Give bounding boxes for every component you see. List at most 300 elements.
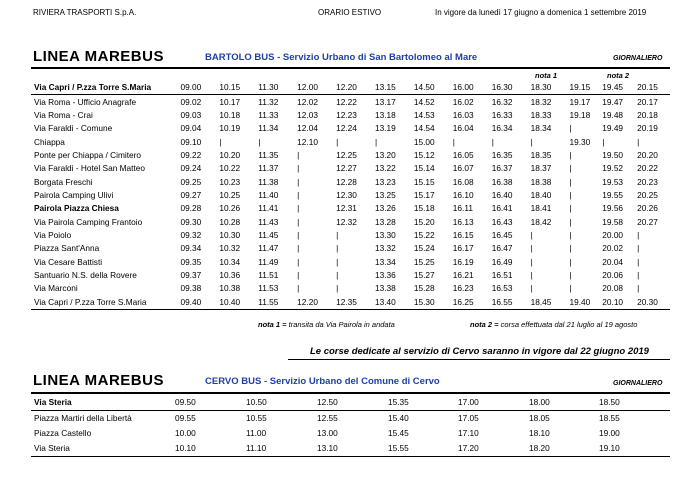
departure-time: 14.52 xyxy=(413,96,435,107)
departure-time: | xyxy=(297,149,300,160)
table-row xyxy=(31,122,670,135)
departure-time: 12.23 xyxy=(336,109,357,120)
departure-time: | xyxy=(530,283,533,294)
departure-time: 15.25 xyxy=(413,256,435,267)
stop-name: Via Pairola Camping Frantoio xyxy=(34,216,143,227)
departure-time: | xyxy=(297,203,300,214)
departure-time: 19.47 xyxy=(602,96,624,107)
departure-time: | xyxy=(637,256,640,267)
departure-time: | xyxy=(637,283,640,294)
stop-name: Via Cesare Battisti xyxy=(34,256,103,267)
departure-time: 13.15 xyxy=(373,81,412,95)
stop-name: Via Roma - Ufficio Anagrafe xyxy=(34,96,137,107)
departure-time: 11.00 xyxy=(246,428,267,438)
departure-time: 16.02 xyxy=(452,96,474,107)
departure-time: 20.20 xyxy=(637,149,658,160)
departure-time: 18.33 xyxy=(530,109,552,120)
departure-time: 20.10 xyxy=(600,296,635,310)
departure-time: 10.00 xyxy=(175,428,196,438)
departure-time: | xyxy=(569,256,572,267)
departure-time: 20.02 xyxy=(602,243,624,254)
departure-time: | xyxy=(569,149,572,160)
departure-time: 16.40 xyxy=(491,189,513,200)
note2-line xyxy=(470,320,637,329)
departure-time: 10.28 xyxy=(219,216,241,227)
departure-time: 12.55 xyxy=(317,413,338,423)
departure-time: 18.30 xyxy=(529,81,568,95)
departure-time: 09.55 xyxy=(175,413,196,423)
departure-time: | xyxy=(569,163,572,174)
departure-time: | xyxy=(530,229,533,240)
note2-text: corsa effettuata dal 21 luglio al 19 agosto xyxy=(500,320,638,329)
departure-time: 18.55 xyxy=(599,413,620,423)
departure-time: 09.10 xyxy=(180,136,202,147)
departure-time: 20.00 xyxy=(602,229,624,240)
departure-time: 16.38 xyxy=(491,176,513,187)
departure-time: 19.30 xyxy=(569,136,591,147)
departure-time: 10.25 xyxy=(219,189,241,200)
departure-time: 16.04 xyxy=(452,123,474,134)
departure-time: 18.41 xyxy=(530,203,552,214)
departure-time: 15.30 xyxy=(412,296,451,310)
table-row xyxy=(31,109,670,122)
departure-time: | xyxy=(297,189,300,200)
departure-time: 18.34 xyxy=(530,123,552,134)
departure-time: 15.28 xyxy=(413,283,435,294)
departure-time: 10.19 xyxy=(219,123,241,134)
departure-time: 16.51 xyxy=(491,269,513,280)
table-row xyxy=(31,189,670,202)
departure-time: 09.27 xyxy=(180,189,202,200)
departure-time: 20.26 xyxy=(637,203,658,214)
departure-time: 16.17 xyxy=(452,243,474,254)
departure-time: 15.20 xyxy=(413,216,435,227)
departure-time: 12.32 xyxy=(336,216,357,227)
departure-time: | xyxy=(336,229,339,240)
departure-time: | xyxy=(569,176,572,187)
note1-text: transita da Via Pairola in andata xyxy=(288,320,395,329)
departure-time: | xyxy=(569,283,572,294)
departure-time: 09.35 xyxy=(180,256,202,267)
table-row xyxy=(31,95,670,109)
departure-time: 13.19 xyxy=(374,123,396,134)
departure-time: 16.03 xyxy=(452,109,474,120)
table-row xyxy=(31,296,670,310)
departure-time: 15.15 xyxy=(413,176,435,187)
timetable-cervo xyxy=(31,395,670,457)
departure-time: 15.27 xyxy=(413,269,435,280)
table-row xyxy=(31,395,670,411)
departure-time: 13.40 xyxy=(373,296,412,310)
departure-time: 18.37 xyxy=(530,163,552,174)
departure-time: 13.23 xyxy=(374,176,396,187)
departure-time: 18.50 xyxy=(599,395,670,411)
departure-time: 14.54 xyxy=(413,123,435,134)
departure-time: 13.25 xyxy=(374,189,396,200)
departure-time: 09.02 xyxy=(180,96,202,107)
departure-time: | xyxy=(569,203,572,214)
departure-time: 09.24 xyxy=(180,163,202,174)
departure-time: 10.26 xyxy=(219,203,241,214)
departure-time: 13.28 xyxy=(374,216,396,227)
departure-time: 10.18 xyxy=(219,109,241,120)
departure-time: 13.22 xyxy=(374,163,396,174)
departure-time: 16.53 xyxy=(491,283,513,294)
departure-time: 15.18 xyxy=(413,203,435,214)
table-row xyxy=(31,149,670,162)
stop-name: Via Faraldi - Comune xyxy=(34,123,113,134)
departure-time: 17.10 xyxy=(458,428,479,438)
table-row xyxy=(31,215,670,228)
departure-time: 09.37 xyxy=(180,269,202,280)
note2-header: nota 2 xyxy=(607,71,630,80)
departure-time: 18.45 xyxy=(529,296,568,310)
departure-time: | xyxy=(637,229,640,240)
departure-time: 09.00 xyxy=(178,81,217,95)
departure-time: 13.10 xyxy=(317,441,388,457)
departure-time: 12.35 xyxy=(334,296,373,310)
departure-time: 13.32 xyxy=(374,243,396,254)
departure-time: | xyxy=(530,243,533,254)
departure-time: 09.28 xyxy=(180,203,202,214)
departure-time: 11.45 xyxy=(258,229,279,240)
departure-time: 11.34 xyxy=(258,123,279,134)
departure-time: 10.55 xyxy=(246,413,267,423)
departure-time: 16.07 xyxy=(452,163,474,174)
departure-time: 12.28 xyxy=(336,176,357,187)
departure-time: 11.53 xyxy=(258,283,279,294)
note1-line xyxy=(258,320,395,329)
departure-time: 12.00 xyxy=(295,81,334,95)
departure-time: 10.22 xyxy=(219,163,241,174)
departure-time: 19.18 xyxy=(569,109,591,120)
departure-time: 18.20 xyxy=(529,441,599,457)
frequency-bartolo: GIORNALIERO xyxy=(613,55,663,62)
departure-time: 18.10 xyxy=(529,428,550,438)
departure-time: 20.22 xyxy=(637,163,658,174)
departure-time: 10.30 xyxy=(219,229,241,240)
departure-time: 19.53 xyxy=(602,176,624,187)
departure-time: 13.00 xyxy=(317,428,338,438)
departure-time: 10.36 xyxy=(219,269,241,280)
departure-time: 18.35 xyxy=(530,149,552,160)
departure-time: 12.02 xyxy=(297,96,318,107)
departure-time: 19.58 xyxy=(602,216,624,227)
stop-name: Via Marconi xyxy=(34,283,78,294)
departure-time: 10.38 xyxy=(219,283,241,294)
departure-time: 16.45 xyxy=(491,229,513,240)
departure-time: 19.17 xyxy=(569,96,591,107)
table-row xyxy=(31,135,670,148)
departure-time: 09.04 xyxy=(180,123,202,134)
note2-label: nota 2 = xyxy=(470,320,499,329)
stop-name: Chiappa xyxy=(34,136,65,147)
departure-time: 18.32 xyxy=(530,96,552,107)
stop-name: Piazza Castello xyxy=(34,428,92,438)
departure-time: | xyxy=(569,229,572,240)
departure-time: 11.47 xyxy=(258,243,279,254)
departure-time: 12.03 xyxy=(297,109,318,120)
departure-time: 18.38 xyxy=(530,176,552,187)
departure-time: 11.51 xyxy=(258,269,279,280)
departure-time: | xyxy=(297,163,300,174)
departure-time: 15.45 xyxy=(388,428,409,438)
stop-name: Via Capri / P.zza Torre S.Maria xyxy=(31,296,178,310)
departure-time: 12.30 xyxy=(336,189,357,200)
departure-time: 19.48 xyxy=(602,109,624,120)
departure-time: 15.17 xyxy=(413,189,435,200)
departure-time: 16.35 xyxy=(491,149,513,160)
departure-time: 19.45 xyxy=(600,81,635,95)
departure-time: 16.33 xyxy=(491,109,513,120)
departure-time: 16.43 xyxy=(491,216,513,227)
notice-underline xyxy=(288,359,670,360)
departure-time: 09.03 xyxy=(180,109,202,120)
departure-time: 11.37 xyxy=(258,163,279,174)
departure-time: 13.34 xyxy=(374,256,396,267)
departure-time: 16.47 xyxy=(491,243,513,254)
note1-header: nota 1 xyxy=(535,71,558,80)
departure-time: | xyxy=(452,136,455,147)
departure-time: | xyxy=(336,283,339,294)
departure-time: 09.50 xyxy=(175,395,246,411)
departure-time: 16.41 xyxy=(491,203,513,214)
departure-time: 20.04 xyxy=(602,256,624,267)
departure-time: 19.10 xyxy=(599,441,670,457)
departure-time: | xyxy=(602,136,605,147)
departure-time: | xyxy=(530,136,533,147)
departure-time: 14.50 xyxy=(412,81,451,95)
line-title-bartolo: LINEA MAREBUS xyxy=(33,48,164,65)
departure-time: 18.40 xyxy=(530,189,552,200)
table-row xyxy=(31,426,670,441)
departure-time: 13.18 xyxy=(374,109,396,120)
departure-time: 14.53 xyxy=(413,109,435,120)
stop-name: Piazza Sant'Anna xyxy=(34,243,100,254)
departure-time: 11.32 xyxy=(258,96,279,107)
service-title-cervo: CERVO BUS - Servizio Urbano del Comune di Cervo xyxy=(205,376,440,387)
departure-time: | xyxy=(258,136,261,147)
departure-time: 10.40 xyxy=(217,296,256,310)
departure-time: 12.50 xyxy=(317,395,388,411)
departure-time: 16.15 xyxy=(452,229,474,240)
departure-time: 20.18 xyxy=(637,109,658,120)
departure-time: | xyxy=(569,243,572,254)
departure-time: 16.25 xyxy=(451,296,490,310)
stop-name: Via Roma - Crai xyxy=(34,109,93,120)
stop-name: Via Steria xyxy=(31,441,175,457)
departure-time: 20.08 xyxy=(602,283,624,294)
departure-time: 12.25 xyxy=(336,149,357,160)
departure-time: 13.20 xyxy=(374,149,396,160)
stop-name: Borgata Freschi xyxy=(34,176,93,187)
cervo-notice: Le corse dedicate al servizio di Cervo saranno in vigore dal 22 giugno 2019 xyxy=(310,346,649,357)
divider-cervo xyxy=(31,392,670,394)
departure-time: 16.05 xyxy=(452,149,474,160)
departure-time: 09.34 xyxy=(180,243,202,254)
table-row xyxy=(31,242,670,255)
departure-time: 10.34 xyxy=(219,256,241,267)
departure-time: 19.50 xyxy=(602,149,624,160)
departure-time: 16.13 xyxy=(452,216,474,227)
departure-time: 16.08 xyxy=(452,176,474,187)
table-row xyxy=(31,81,670,95)
validity-text: In vigore da lunedì 17 giugno a domenica 1 settembre 2019 xyxy=(435,8,647,17)
departure-time: 19.52 xyxy=(602,163,624,174)
departure-time: | xyxy=(297,269,300,280)
stop-name: Via Poiolo xyxy=(34,229,72,240)
departure-time: 19.15 xyxy=(568,81,601,95)
departure-time: 20.27 xyxy=(637,216,658,227)
table-row xyxy=(31,282,670,295)
departure-time: 19.40 xyxy=(568,296,601,310)
departure-time: 12.22 xyxy=(336,96,357,107)
departure-time: 13.36 xyxy=(374,269,396,280)
departure-time: | xyxy=(569,216,572,227)
stop-name: Santuario N.S. della Rovere xyxy=(34,269,137,280)
stop-name: Pairola Camping Ulivi xyxy=(34,189,114,200)
departure-time: 16.21 xyxy=(452,269,474,280)
departure-time: | xyxy=(297,176,300,187)
stop-name: Via Faraldi - Hotel San Matteo xyxy=(34,163,145,174)
departure-time: 19.00 xyxy=(599,428,620,438)
departure-time: 18.00 xyxy=(529,395,599,411)
departure-time: 12.20 xyxy=(295,296,334,310)
departure-time: 10.15 xyxy=(217,81,256,95)
departure-time: 15.24 xyxy=(413,243,435,254)
departure-time: 11.30 xyxy=(256,81,295,95)
departure-time: 16.49 xyxy=(491,256,513,267)
divider-top xyxy=(31,67,670,69)
departure-time: 12.10 xyxy=(297,136,318,147)
departure-time: | xyxy=(219,136,222,147)
departure-time: | xyxy=(637,136,640,147)
departure-time: 16.11 xyxy=(452,203,473,214)
departure-time: 20.15 xyxy=(635,81,670,95)
departure-time: 16.32 xyxy=(491,96,513,107)
departure-time: | xyxy=(569,189,572,200)
departure-time: | xyxy=(336,136,339,147)
departure-time: 09.25 xyxy=(180,176,202,187)
departure-time: 11.40 xyxy=(258,189,279,200)
departure-time: 11.49 xyxy=(258,256,279,267)
departure-time: 20.30 xyxy=(635,296,670,310)
departure-time: 11.43 xyxy=(258,216,279,227)
stop-name: Via Steria xyxy=(31,395,175,411)
departure-time: | xyxy=(297,256,300,267)
departure-time: 10.32 xyxy=(219,243,241,254)
departure-time: | xyxy=(530,269,533,280)
departure-time: 19.55 xyxy=(602,189,624,200)
departure-time: 09.40 xyxy=(178,296,217,310)
departure-time: 20.17 xyxy=(637,96,658,107)
table-row xyxy=(31,202,670,215)
departure-time: 10.50 xyxy=(246,395,317,411)
departure-time: 13.30 xyxy=(374,229,396,240)
departure-time: 13.17 xyxy=(374,96,396,107)
departure-time: 16.30 xyxy=(490,81,529,95)
departure-time: 17.20 xyxy=(458,441,529,457)
table-row xyxy=(31,255,670,268)
departure-time: 19.56 xyxy=(602,203,624,214)
departure-time: 13.38 xyxy=(374,283,396,294)
table-row xyxy=(31,411,670,427)
departure-time: 20.19 xyxy=(637,123,658,134)
line-title-cervo: LINEA MAREBUS xyxy=(33,372,164,389)
stop-name: Piazza Martiri della Libertà xyxy=(34,413,132,423)
timetable-bartolo xyxy=(31,81,670,310)
company-name: RIVIERA TRASPORTI S.p.A. xyxy=(33,8,137,17)
departure-time: 11.33 xyxy=(258,109,279,120)
departure-time: | xyxy=(569,269,572,280)
departure-time: | xyxy=(336,243,339,254)
departure-time: 16.23 xyxy=(452,283,474,294)
stop-name: Pairola Piazza Chiesa xyxy=(34,203,119,214)
stop-name: Via Capri / P.zza Torre S.Maria xyxy=(31,81,178,95)
departure-time: | xyxy=(297,229,300,240)
departure-time: 18.05 xyxy=(529,413,550,423)
departure-time: 13.26 xyxy=(374,203,396,214)
departure-time: 16.10 xyxy=(452,189,474,200)
departure-time: 16.19 xyxy=(452,256,474,267)
frequency-cervo: GIORNALIERO xyxy=(613,380,663,387)
departure-time: 17.05 xyxy=(458,413,479,423)
departure-time: 11.10 xyxy=(246,441,317,457)
departure-time: 15.22 xyxy=(413,229,435,240)
departure-time: 12.27 xyxy=(336,163,357,174)
departure-time: | xyxy=(297,243,300,254)
departure-time: 09.22 xyxy=(180,149,202,160)
departure-time: 12.24 xyxy=(336,123,357,134)
departure-time: 20.23 xyxy=(637,176,658,187)
departure-time: 11.55 xyxy=(256,296,295,310)
departure-time: | xyxy=(491,136,494,147)
departure-time: | xyxy=(637,243,640,254)
departure-time: 11.38 xyxy=(258,176,279,187)
stop-name: Ponte per Chiappa / Cimitero xyxy=(34,149,141,160)
departure-time: 15.35 xyxy=(388,395,458,411)
departure-time: | xyxy=(297,283,300,294)
table-row xyxy=(31,162,670,175)
departure-time: 10.10 xyxy=(175,441,246,457)
departure-time: | xyxy=(530,256,533,267)
departure-time: 10.17 xyxy=(219,96,241,107)
departure-time: 09.38 xyxy=(180,283,202,294)
departure-time: 12.04 xyxy=(297,123,318,134)
departure-time: | xyxy=(569,123,572,134)
departure-time: 12.31 xyxy=(336,203,357,214)
note1-label: nota 1 = xyxy=(258,320,287,329)
table-row xyxy=(31,229,670,242)
departure-time: | xyxy=(297,216,300,227)
departure-time: | xyxy=(374,136,378,147)
departure-time: 16.00 xyxy=(451,81,490,95)
table-row xyxy=(31,441,670,457)
departure-time: | xyxy=(336,256,339,267)
departure-time: 19.49 xyxy=(602,123,624,134)
orario-label: ORARIO ESTIVO xyxy=(318,8,382,17)
departure-time: 09.32 xyxy=(180,229,202,240)
departure-time: 11.35 xyxy=(258,149,279,160)
departure-time: 09.30 xyxy=(180,216,202,227)
departure-time: 10.20 xyxy=(219,149,241,160)
departure-time: 15.55 xyxy=(388,441,458,457)
departure-time: 11.41 xyxy=(258,203,279,214)
departure-time: | xyxy=(336,269,339,280)
table-row xyxy=(31,269,670,282)
departure-time: 20.25 xyxy=(637,189,658,200)
departure-time: 18.42 xyxy=(530,216,552,227)
